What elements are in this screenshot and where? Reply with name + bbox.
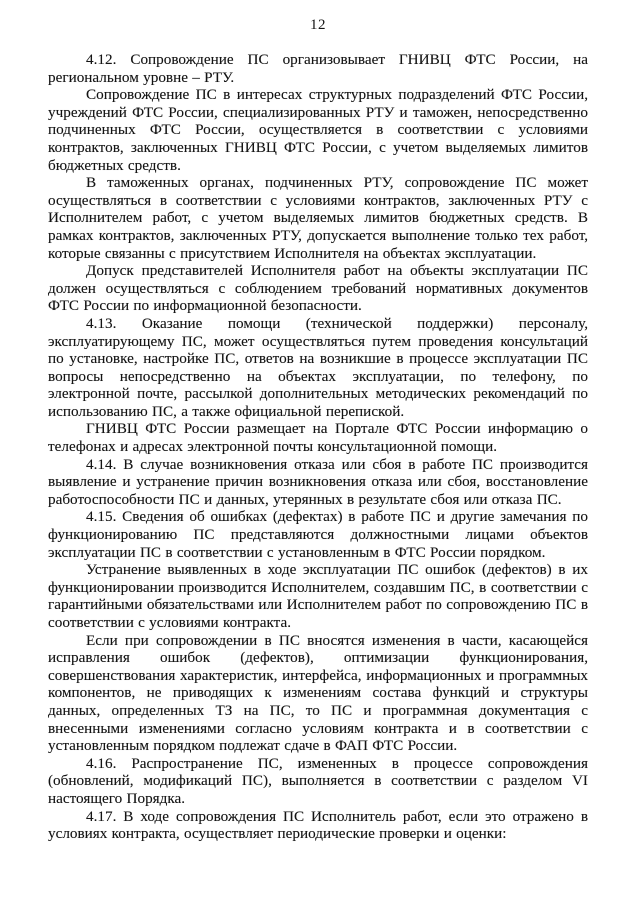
page-number: 12 bbox=[310, 17, 326, 33]
paragraph-4-12: 4.12. Сопровождение ПС организовывает ГНИВЦ ФТС России, на региональном уровне – РТУ. bbox=[48, 51, 588, 86]
paragraph-4-12-cont-2: В таможенных органах, подчиненных РТУ, сопровождение ПС может осуществляться в соответствии с условиями контрактов, заключенных РТУ с Исполнителем работ, с учетом выделяемых лимитов бюджетных средств. В рамках контрактов, заключенных РТУ, допускается выполнение только тех работ, которые связанны с присутствием Исполнителя на объектах эксплуатации. bbox=[48, 174, 588, 262]
paragraph-4-15-cont-2: Если при сопровождении в ПС вносятся изменения в части, касающейся исправления ошибок (дефектов), оптимизации функционирования, совершенствования характеристик, интерфейса, информационных и программных компонентов, не приводящих к изменениям состава функций и структуры данных, определенных ТЗ на ПС, то ПС и программная документация с внесенными изменениями согласно условиям контракта и в соответствии с установленным порядком подлежат сдаче в ФАП ФТС России. bbox=[48, 631, 588, 755]
paragraph-4-17: 4.17. В ходе сопровождения ПС Исполнитель работ, если это отражено в условиях контракта, осуществляет периодические проверки и оценки: bbox=[48, 807, 588, 843]
document-body bbox=[48, 51, 588, 843]
paragraph-4-16: 4.16. Распространение ПС, измененных в процессе сопровождения (обновлений, модификаций ПС), выполняется в соответствии с разделом VI настоящего Порядка. bbox=[48, 754, 588, 807]
paragraph-4-15-cont-1: Устранение выявленных в ходе эксплуатации ПС ошибок (дефектов) в их функционировании производится Исполнителем, создавшим ПС, в соответствии с гарантийными обязательствами или Исполнителем работ по сопровождению ПС в соответствии с условиями контракта. bbox=[48, 561, 588, 631]
paragraph-4-15: 4.15. Сведения об ошибках (дефектах) в работе ПС и другие замечания по функционированию ПС представляются должностными лицами объектов эксплуатации ПС в соответствии с установленным в ФТС России порядком. bbox=[48, 508, 588, 561]
paragraph-4-13-cont-1: ГНИВЦ ФТС России размещает на Портале ФТС России информацию о телефонах и адресах электронной почты консультационной помощи. bbox=[48, 420, 588, 456]
paragraph-4-12-cont-1: Сопровождение ПС в интересах структурных подразделений ФТС России, учреждений ФТС России, специализированных РТУ и таможен, непосредственно подчиненных ФТС России, осуществляется в соответствии с условиями контрактов, заключенных ГНИВЦ ФТС России, с учетом выделяемых лимитов бюджетных средств. bbox=[48, 86, 588, 174]
paragraph-4-13: 4.13. Оказание помощи (технической поддержки) персоналу, эксплуатирующему ПС, может осуществляться путем проведения консультаций по установке, настройке ПС, ответов на возникшие в процессе эксплуатации ПС вопросы непосредственно на объектах эксплуатации, по телефону, по электронной почте, рассылкой дополнительных методических рекомендаций по использованию ПС, а также официальной перепиской. bbox=[48, 314, 588, 420]
paragraph-4-12-cont-3: Допуск представителей Исполнителя работ на объекты эксплуатации ПС должен осуществляться с соблюдением требований нормативных документов ФТС России по информационной безопасности. bbox=[48, 262, 588, 315]
paragraph-4-14: 4.14. В случае возникновения отказа или сбоя в работе ПС производится выявление и устранение причин возникновения отказа или сбоя, восстановление работоспособности ПС и данных, утерянных в результате сбоя или отказа ПС. bbox=[48, 455, 588, 508]
